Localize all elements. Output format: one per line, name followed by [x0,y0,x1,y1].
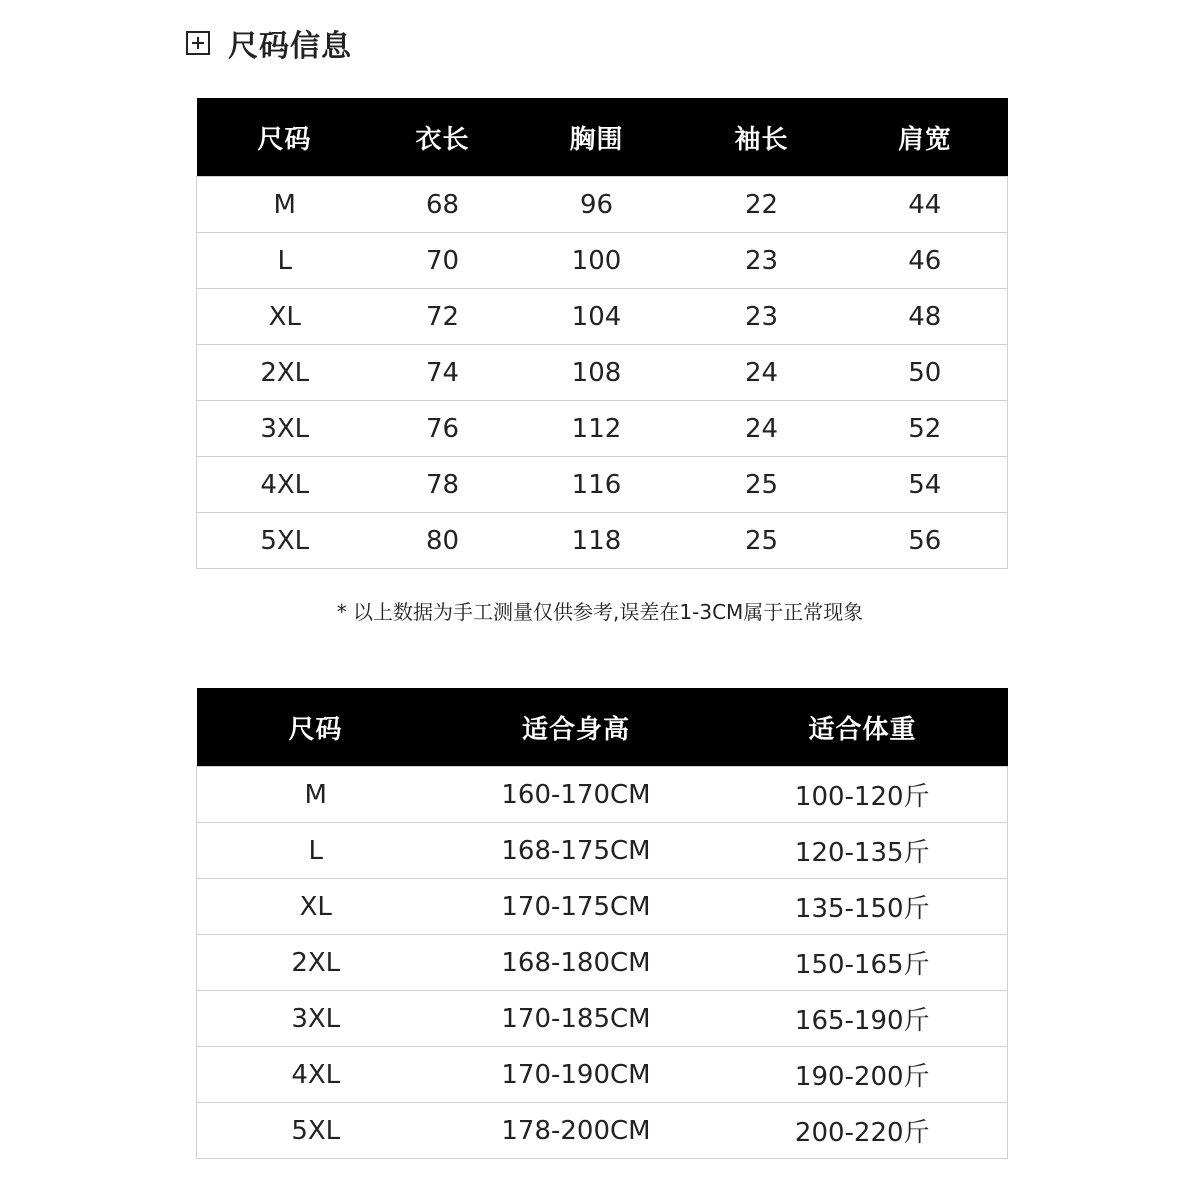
cell-sleeve: 23 [681,289,843,345]
table-row [197,289,1008,345]
cell-size: 4XL [197,1047,435,1103]
cell-size: M [197,767,435,823]
cell-weight: 200-220斤 [718,1103,1008,1159]
cell-shoulder: 44 [843,177,1008,233]
table-row [197,935,1008,991]
cell-weight: 165-190斤 [718,991,1008,1047]
cell-chest: 96 [513,177,681,233]
table-row [197,823,1008,879]
measurement-note: * 以上数据为手工测量仅供参考,误差在1-3CM属于正常现象 [336,600,864,624]
cell-sleeve: 25 [681,457,843,513]
cell-length: 80 [373,513,513,569]
cell-size: XL [197,879,435,935]
section-title: 尺码信息 [228,29,352,64]
table-row [197,767,1008,823]
table-row [197,991,1008,1047]
table-row [197,345,1008,401]
cell-chest: 116 [513,457,681,513]
measurement-table [196,98,1008,569]
cell-height: 168-180CM [435,935,718,991]
cell-height: 168-175CM [435,823,718,879]
cell-sleeve: 22 [681,177,843,233]
header-chest: 胸围 [513,98,681,177]
cell-weight: 120-135斤 [718,823,1008,879]
cell-weight: 150-165斤 [718,935,1008,991]
cell-length: 70 [373,233,513,289]
table-row [197,401,1008,457]
table-row [197,1103,1008,1159]
table-row [197,457,1008,513]
cell-size: 5XL [197,1103,435,1159]
header-size: 尺码 [197,98,373,177]
cell-size: 5XL [197,513,373,569]
header-size: 尺码 [197,688,435,767]
cell-length: 68 [373,177,513,233]
table-row [197,1047,1008,1103]
header-sleeve: 袖长 [681,98,843,177]
cell-size: 2XL [197,935,435,991]
cell-weight: 100-120斤 [718,767,1008,823]
cell-weight: 135-150斤 [718,879,1008,935]
cell-size: 2XL [197,345,373,401]
cell-height: 170-175CM [435,879,718,935]
cell-weight: 190-200斤 [718,1047,1008,1103]
fit-table [196,688,1008,1159]
cell-chest: 104 [513,289,681,345]
table-header-row [197,688,1008,767]
cell-shoulder: 52 [843,401,1008,457]
cell-shoulder: 48 [843,289,1008,345]
cell-size: L [197,233,373,289]
cell-chest: 108 [513,345,681,401]
table-row [197,177,1008,233]
cell-shoulder: 54 [843,457,1008,513]
cell-chest: 118 [513,513,681,569]
header-length: 衣长 [373,98,513,177]
cell-shoulder: 50 [843,345,1008,401]
cell-shoulder: 46 [843,233,1008,289]
cell-sleeve: 24 [681,401,843,457]
cell-length: 78 [373,457,513,513]
cell-size: 3XL [197,991,435,1047]
header-shoulder: 肩宽 [843,98,1008,177]
table-row [197,879,1008,935]
cell-sleeve: 25 [681,513,843,569]
cell-size: 3XL [197,401,373,457]
cell-chest: 112 [513,401,681,457]
header-weight: 适合体重 [718,688,1008,767]
cell-height: 170-190CM [435,1047,718,1103]
cell-length: 72 [373,289,513,345]
cell-size: XL [197,289,373,345]
cell-size: L [197,823,435,879]
plus-box-icon [186,31,210,55]
section-header [186,26,352,64]
cell-sleeve: 23 [681,233,843,289]
cell-length: 76 [373,401,513,457]
cell-sleeve: 24 [681,345,843,401]
cell-height: 178-200CM [435,1103,718,1159]
table-header-row [197,98,1008,177]
cell-chest: 100 [513,233,681,289]
cell-size: 4XL [197,457,373,513]
table-row [197,233,1008,289]
cell-height: 160-170CM [435,767,718,823]
header-height: 适合身高 [435,688,718,767]
cell-size: M [197,177,373,233]
cell-height: 170-185CM [435,991,718,1047]
cell-length: 74 [373,345,513,401]
cell-shoulder: 56 [843,513,1008,569]
table-row [197,513,1008,569]
